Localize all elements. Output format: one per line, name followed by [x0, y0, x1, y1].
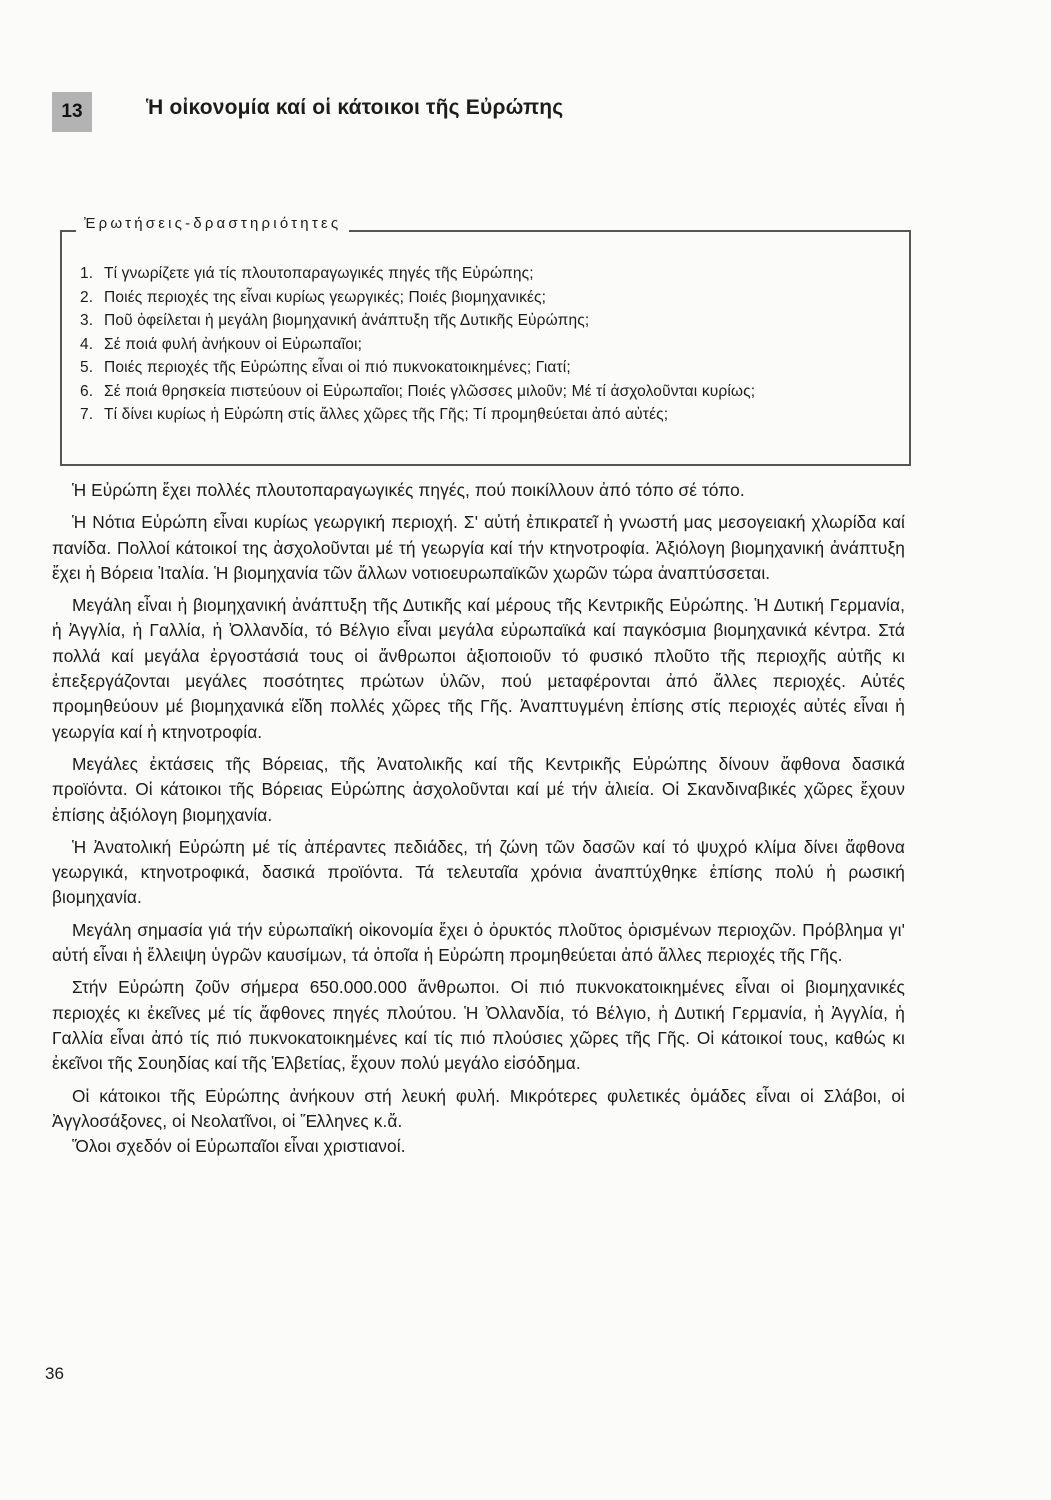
body-text: [52, 478, 905, 1166]
question-item: [80, 403, 892, 427]
chapter-number-badge: [52, 92, 92, 132]
question-number: 6.: [80, 382, 94, 400]
question-item: [80, 309, 892, 333]
question-text: Τί δίνει κυρίως ἡ Εὐρώπη στίς ἄλλες χῶρες τῆς Γῆς; Τί προμηθεύεται ἀπό αὐτές;: [104, 406, 669, 423]
paragraph: Μεγάλες ἐκτάσεις τῆς Βόρειας, τῆς Ἀνατολικῆς καί τῆς Κεντρικῆς Εὐρώπης δίνουν ἄφθονα δασικά προϊόντα. Οἱ κάτοικοι τῆς Βόρειας Εὐρώπης ἀσχολοῦνται καί μέ τήν ἁλιεία. Οἱ Σκανδιναβικές χῶρες ἔχουν ἐπίσης ἀξιόλογη βιομηχανία.: [52, 753, 905, 825]
question-text: Σέ ποιά θρησκεία πιστεύουν οἱ Εὐρωπαῖοι; Ποιές γλῶσσες μιλοῦν; Μέ τί ἀσχολοῦνται κυρίως;: [104, 382, 756, 400]
question-text: Σέ ποιά φυλή ἀνήκουν οἱ Εὐρωπαῖοι;: [104, 335, 363, 353]
questions-list: [80, 262, 892, 427]
paragraph: Ὅλοι σχεδόν οἱ Εὐρωπαῖοι εἶναι χριστιανοί.: [72, 1136, 406, 1157]
chapter-number: 13: [61, 101, 83, 122]
question-number: 5.: [80, 359, 94, 376]
question-item: [80, 380, 892, 404]
question-text: Τί γνωρίζετε γιά τίς πλουτοπαραγωγικές πηγές τῆς Εὐρώπης;: [104, 265, 534, 282]
paragraph: Μεγάλη σημασία γιά τήν εὐρωπαϊκή οἰκονομία ἔχει ὁ ὀρυκτός πλοῦτος ὁρισμένων περιοχῶν. Πρόβλημα γι' αὐτή εἶναι ἡ ἔλλειψη ὑγρῶν καυσίμων, τά ὁποῖα ἡ Εὐρώπη προμηθεύεται ἀπό ἄλλες περιοχές τῆς Γῆς.: [52, 919, 905, 966]
paragraph: Ἡ Ἀνατολική Εὐρώπη μέ τίς ἀπέραντες πεδιάδες, τή ζώνη τῶν δασῶν καί τό ψυχρό κλίμα δίνει ἄφθονα γεωργικά, κτηνοτροφικά, δασικά προϊόντα. Τά τελευταῖα χρόνια ἀναπτύχθηκε ἐπίσης πολύ ἡ ρωσική βιομηχανία.: [52, 836, 905, 908]
question-number: 3.: [80, 312, 94, 329]
page-number: 36: [45, 1364, 64, 1383]
paragraph: Ἡ Νότια Εὐρώπη εἶναι κυρίως γεωργική περιοχή. Σ' αὐτή ἐπικρατεῖ ἡ γνωστή μας μεσογειακή χλωρίδα καί πανίδα. Πολλοί κάτοικοί της ἀσχολοῦνται μέ τή γεωργία καί τήν κτηνοτροφία. Ἀξιόλογη βιομηχανική ἀνάπτυξη ἔχει ἡ Βόρεια Ἰταλία. Ἡ βιομηχανία τῶν ἄλλων νοτιοευρωπαϊκῶν χωρῶν τώρα ἀναπτύσσεται.: [52, 512, 905, 583]
paragraph: Στήν Εὐρώπη ζοῦν σήμερα 650.000.000 ἄνθρωποι. Οἱ πιό πυκνοκατοικημένες εἶναι οἱ βιομηχανικές περιοχές κι ἐκεῖνες μέ τίς ἄφθονες πηγές πλούτου. Ἡ Ὀλλανδία, τό Βέλγιο, ἡ Δυτική Γερμανία, ἡ Ἀγγλία, ἡ Γαλλία εἶναι ἀπό τίς πιό πυκνοκατοικημένες καί τίς πιό πλούσιες χῶρες τῆς Γῆς. Οἱ κάτοικοί τους, καθώς κι ἐκεῖνοι τῆς Σουηδίας καί τῆς Ἑλβετίας, ἔχουν πολύ μεγάλο εἰσόδημα.: [52, 977, 905, 1074]
paragraph: Μεγάλη εἶναι ἡ βιομηχανική ἀνάπτυξη τῆς Δυτικῆς καί μέρους τῆς Κεντρικῆς Εὐρώπης. Ἡ Δυτική Γερμανία, ἡ Ἀγγλία, ἡ Γαλλία, ἡ Ὀλλανδία, τό Βέλγιο εἶναι μεγάλα εὐρωπαϊκά καί παγκόσμια βιομηχανικά κέντρα. Στά πολλά καί μεγάλα ἐργοστάσιά τους οἱ ἄνθρωποι ἀξιοποιοῦν τό φυσικό πλοῦτο τῆς περιοχῆς αὐτῆς κι ἐπεξεργάζονται μεγάλες ποσότητες πρώτων ὑλῶν, πού μεταφέρονται ἀπό ἄλλες περιοχές. Αὐτές προμηθεύουν μέ βιομηχανικά εἴδη πολλές χῶρες τῆς Γῆς. Ἀναπτυγμένη ἐπίσης στίς περιοχές αὐτές εἶναι ἡ γεωργία καί ἡ κτηνοτροφία.: [52, 595, 905, 742]
question-text: Ποῦ ὀφείλεται ἡ μεγάλη βιομηχανική ἀνάπτυξη τῆς Δυτικῆς Εὐρώπης;: [104, 312, 590, 329]
paragraph: Ἡ Εὐρώπη ἔχει πολλές πλουτοπαραγωγικές πηγές, πού ποικίλλουν ἀπό τόπο σέ τόπο.: [72, 480, 745, 500]
questions-heading: Ἐρωτήσεις-δραστηριότητες: [76, 215, 349, 232]
question-item: [80, 356, 892, 380]
question-item: [80, 262, 892, 286]
question-text: Ποιές περιοχές της εἶναι κυρίως γεωργικές; Ποιές βιομηχανικές;: [104, 288, 547, 306]
chapter-title: Ἡ οἰκονομία καί οἱ κάτοικοι τῆς Εὐρώπης: [146, 96, 564, 119]
question-item: [80, 286, 892, 310]
paragraph: Οἱ κάτοικοι τῆς Εὐρώπης ἀνήκουν στή λευκή φυλή. Μικρότερες φυλετικές ὁμάδες εἶναι οἱ Σλάβοι, οἱ Ἀγγλοσάξονες, οἱ Νεολατῖνοι, οἱ Ἕλληνες κ.ἄ.: [52, 1085, 905, 1131]
question-number: 4.: [80, 335, 94, 353]
question-number: 1.: [80, 265, 94, 282]
question-number: 2.: [80, 288, 94, 306]
question-item: [80, 333, 892, 357]
question-text: Ποιές περιοχές τῆς Εὐρώπης εἶναι οἱ πιό πυκνοκατοικημένες; Γιατί;: [104, 359, 571, 376]
question-number: 7.: [80, 406, 94, 423]
